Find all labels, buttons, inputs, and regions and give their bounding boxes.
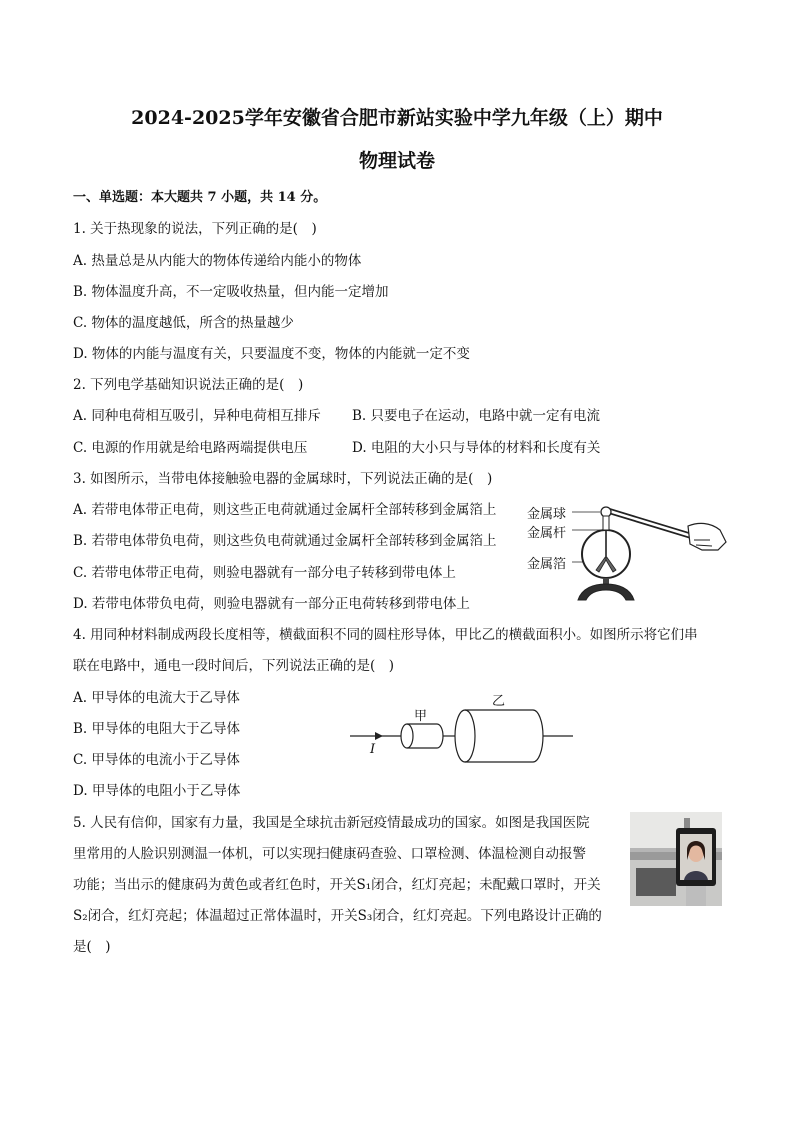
q1-option-d: D. 物体的内能与温度有关，只要温度不变，物体的内能就一定不变 bbox=[73, 346, 470, 362]
q3-option-b: B. 若带电体带负电荷，则这些负电荷就通过金属杆全部转移到金属箔上 bbox=[73, 533, 497, 549]
q4-option-d: D. 甲导体的电阻小于乙导体 bbox=[73, 783, 241, 799]
q2-option-a: A. 同种电荷相互吸引，异种电荷相互排斥 bbox=[73, 408, 321, 424]
face-recognition-device-image bbox=[630, 812, 722, 906]
q5-line1: 5. 人民有信仰，国家有力量，我国是全球抗击新冠疫情最成功的国家。如图是我国医院 bbox=[73, 815, 590, 831]
q4-stem-line1: 4. 用同种材料制成两段长度相等，横截面积不同的圆柱形导体，甲比乙的横截面积小。如图所示将它们串 bbox=[73, 627, 698, 643]
electroscope-base bbox=[578, 584, 634, 600]
exam-title-line2: 物理试卷 bbox=[358, 150, 435, 172]
q5-line5: 是( ) bbox=[73, 939, 111, 955]
q1-option-b: B. 物体温度升高，不一定吸收热量，但内能一定增加 bbox=[73, 284, 389, 300]
electroscope-label-ball: 金属球 bbox=[527, 507, 567, 522]
conductor-label-yi: 乙 bbox=[492, 694, 506, 709]
q4-option-c: C. 甲导体的电流小于乙导体 bbox=[73, 752, 240, 768]
q5-line4: S₂闭合，红灯亮起；体温超过正常体温时，开关S₃闭合，红灯亮起。下列电路设计正确的 bbox=[73, 908, 602, 924]
conductor-jia-left-end bbox=[401, 724, 413, 748]
section-header: 一、单选题：本大题共 7 小题，共 14 分。 bbox=[73, 190, 327, 205]
q3-option-c: C. 若带电体带正电荷，则验电器就有一部分电子转移到带电体上 bbox=[73, 565, 456, 581]
current-arrow-icon bbox=[375, 732, 383, 740]
q1-stem: 1. 关于热现象的说法，下列正确的是( ) bbox=[73, 221, 317, 237]
electroscope-figure bbox=[570, 496, 730, 606]
conductor-yi-left-end bbox=[455, 710, 475, 762]
conductor-label-jia: 甲 bbox=[414, 709, 428, 724]
q5-line2: 里常用的人脸识别测温一体机，可以实现扫健康码查验、口罩检测、体温检测自动报警 bbox=[73, 846, 586, 862]
q2-option-c: C. 电源的作用就是给电路两端提供电压 bbox=[73, 440, 308, 456]
exam-title-line1: 2024-2025学年安徽省合肥市新站实验中学九年级（上）期中 bbox=[131, 107, 663, 129]
electroscope-label-rod: 金属杆 bbox=[527, 526, 567, 541]
q4-option-b: B. 甲导体的电阻大于乙导体 bbox=[73, 721, 241, 737]
q2-stem: 2. 下列电学基础知识说法正确的是( ) bbox=[73, 377, 304, 393]
q2-option-b: B. 只要电子在运动，电路中就一定有电流 bbox=[352, 408, 601, 424]
q4-option-a: A. 甲导体的电流大于乙导体 bbox=[73, 690, 240, 706]
q1-option-a: A. 热量总是从内能大的物体传递给内能小的物体 bbox=[73, 253, 362, 269]
conductor-yi-right-end bbox=[533, 710, 543, 762]
q3-option-a: A. 若带电体带正电荷，则这些正电荷就通过金属杆全部转移到金属箔上 bbox=[73, 502, 497, 518]
q5-line3: 功能；当出示的健康码为黄色或者红色时，开关S₁闭合，红灯亮起；未配戴口罩时，开关 bbox=[73, 877, 601, 893]
q4-stem-line2: 联在电路中，通电一段时间后，下列说法正确的是( ) bbox=[73, 658, 395, 674]
conductors-figure bbox=[345, 700, 580, 775]
current-label: I bbox=[370, 742, 376, 757]
conductor-jia-right-end bbox=[437, 724, 443, 748]
q3-option-d: D. 若带电体带负电荷，则验电器就有一部分正电荷转移到带电体上 bbox=[73, 596, 470, 612]
q2-option-d: D. 电阻的大小只与导体的材料和长度有关 bbox=[352, 440, 601, 456]
electroscope-label-foil: 金属箔 bbox=[527, 557, 567, 572]
q3-stem: 3. 如图所示，当带电体接触验电器的金属球时，下列说法正确的是( ) bbox=[73, 471, 493, 487]
q1-option-c: C. 物体的温度越低，所含的热量越少 bbox=[73, 315, 294, 331]
